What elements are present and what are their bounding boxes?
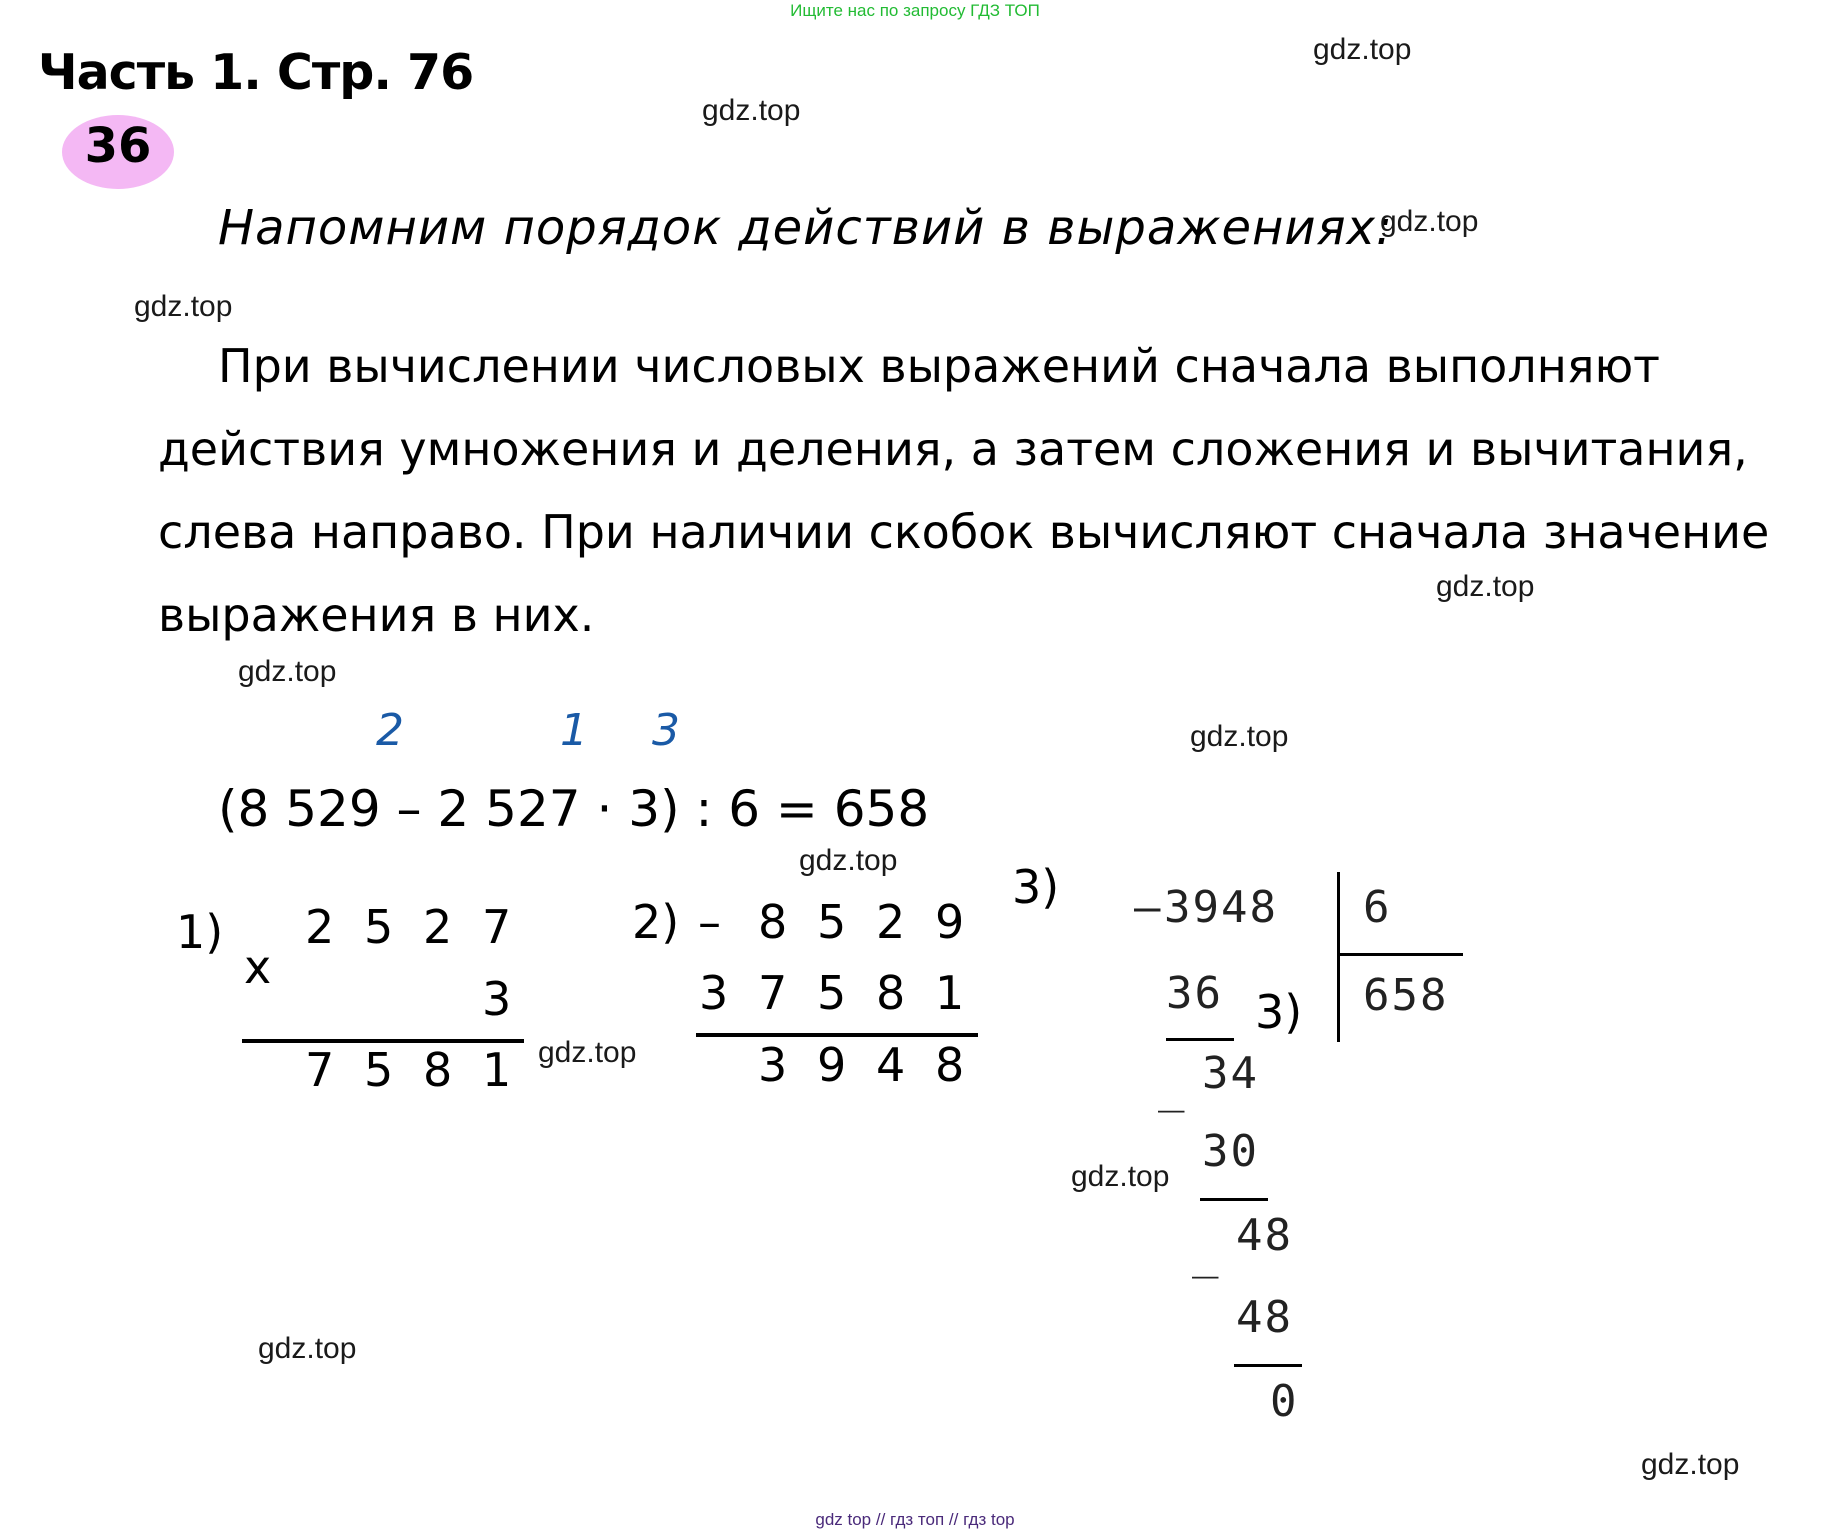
step3-row: 36 [1166,968,1223,1019]
watermark: gdz.top [258,1332,357,1365]
footer-separator: // [948,1510,959,1529]
minus-mark: _ [1158,1062,1185,1113]
step2-result-digit: 9 [817,1038,847,1092]
rule-line: выражения в них. [158,588,595,642]
step3-minus: – [1134,882,1161,933]
watermark: gdz.top [538,1036,637,1069]
step3-row: 48 [1236,1210,1293,1261]
step1-result-digit: 7 [305,1043,335,1097]
step3-remainder: 0 [1270,1376,1297,1427]
watermark: gdz.top [1380,205,1479,238]
division-rule [1234,1364,1302,1367]
watermark: gdz.top [238,655,337,688]
order-mark: 1 [560,705,588,756]
task-number: 36 [84,118,152,174]
footer-separator: // [875,1510,886,1529]
step2-result-digit: 4 [876,1038,906,1092]
step3-row: 48 [1236,1292,1293,1343]
rule-line: действия умножения и деления, а затем сложения и вычитания, [158,422,1748,476]
watermark: gdz.top [1641,1448,1740,1481]
step2-digit: 1 [935,966,965,1020]
step1-label: 1) [176,905,224,959]
watermark: gdz.top [1313,33,1412,66]
step2-label: 2) [632,895,680,949]
expression: (8 529 – 2 527 · 3) : 6 = 658 [218,780,930,838]
step3-label-inner: 3) [1255,985,1303,1039]
division-vertical-rule [1337,872,1340,1042]
step2-result-digit: 3 [758,1038,788,1092]
step1-digit: 2 [423,900,453,954]
watermark: gdz.top [799,844,898,877]
step2-digit: 5 [817,895,847,949]
order-mark: 2 [376,705,404,756]
step3-divisor: 6 [1363,882,1390,933]
step1-result-digit: 8 [423,1043,453,1097]
footer-link[interactable]: гдз top [963,1510,1015,1529]
step3-quotient: 658 [1363,970,1449,1021]
watermark: gdz.top [1071,1160,1170,1193]
step2-digit: 5 [817,966,847,1020]
step2-rule [696,1033,978,1037]
step1-sign: x [244,940,272,994]
step1-digit: 3 [482,972,512,1026]
step2-digit: 2 [876,895,906,949]
footer-link[interactable]: гдз топ [890,1510,945,1529]
minus-mark: _ [1192,1228,1219,1279]
step2-digit: 3 [699,966,729,1020]
division-divisor-rule [1337,953,1463,956]
watermark: gdz.top [702,94,801,127]
step3-row: 34 [1202,1048,1259,1099]
rule-paragraph [158,325,1808,657]
step1-result-digit: 1 [482,1043,512,1097]
rule-line: При вычислении числовых выражений сначала выполняют [218,339,1660,393]
step3-row: 30 [1202,1126,1259,1177]
step2-digit: 7 [758,966,788,1020]
step3-label: 3) [1012,860,1060,914]
order-mark: 3 [652,705,680,756]
watermark: gdz.top [1436,570,1535,603]
step3-dividend: 3948 [1164,882,1278,933]
page-title: Часть 1. Стр. 76 [38,44,474,101]
step2-sign: – [698,895,721,949]
step2-digit: 8 [876,966,906,1020]
division-rule [1200,1198,1268,1201]
step2-digit: 9 [935,895,965,949]
rule-line: слева направо. При наличии скобок вычисляют сначала значение [158,505,1770,559]
watermark: gdz.top [134,290,233,323]
division-rule [1166,1038,1234,1041]
rule-subtitle: Напомним порядок действий в выражениях: [218,200,1394,256]
step1-digit: 7 [482,900,512,954]
footer-link[interactable]: gdz top [815,1510,872,1529]
footer-links [0,1510,1830,1530]
step1-result-digit: 5 [364,1043,394,1097]
watermark: gdz.top [1190,720,1289,753]
step1-digit: 5 [364,900,394,954]
step1-digit: 2 [305,900,335,954]
top-banner: Ищите нас по запросу ГДЗ ТОП [790,1,1040,20]
step2-result-digit: 8 [935,1038,965,1092]
step2-digit: 8 [758,895,788,949]
